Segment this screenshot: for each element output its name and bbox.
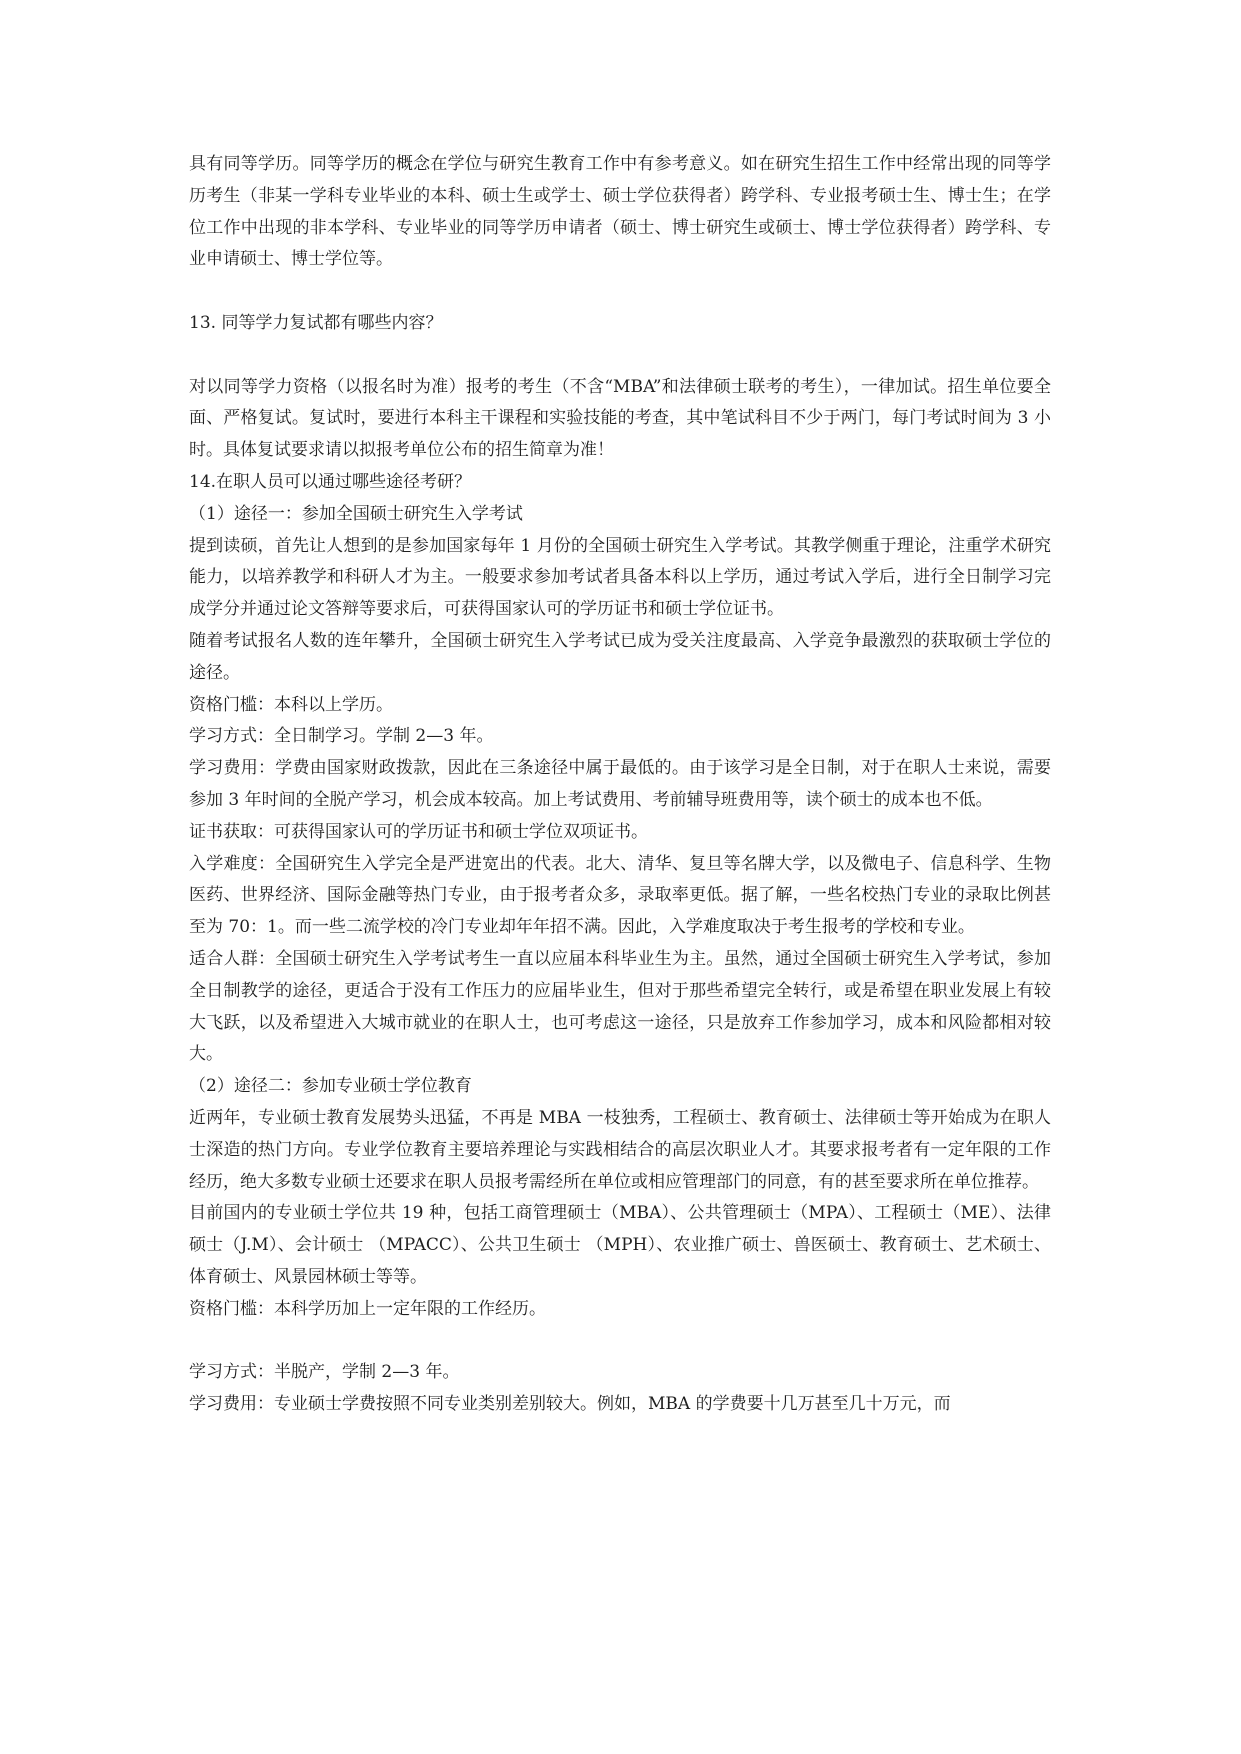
blank-line <box>189 276 1051 308</box>
route-1-difficulty: 入学难度：全国研究生入学完全是严进宽出的代表。北大、清华、复旦等名牌大学，以及微电子、信息科学、生物医药、世界经济、国际金融等热门专业，由于报考者众多，录取率更低。据了解，一些名校热门专业的录取比例甚至为 70：1。而一些二流学校的冷门专业却年年招不满。因此，入学难度取决于考生报考的学校和专业。 <box>189 853 1051 938</box>
blank-line <box>189 1325 1051 1357</box>
route-2-fees: 学习费用：专业硕士学费按照不同专业类别差别较大。例如，MBA 的学费要十几万甚至几十万元，而 <box>189 1394 951 1415</box>
route-1-study-mode: 学习方式：全日制学习。学制 2—3 年。 <box>189 726 494 747</box>
route-1-audience: 适合人群：全国硕士研究生入学考试考生一直以应届本科毕业生为主。虽然，通过全国硕士研究生入学考试，参加全日制教学的途径，更适合于没有工作压力的应届毕业生，但对于那些希望完全转行，或是希望在职业发展上有较大飞跃，以及希望进入大城市就业的在职人士，也可考虑这一途径，只是放弃工作参加学习，成本和风险都相对较大。 <box>189 948 1051 1065</box>
paragraph-route-1-intro: 提到读硕，首先让人想到的是参加国家每年 1 月份的全国硕士研究生入学考试。其教学侧重于理论，注重学术研究能力，以培养教学和科研人才为主。一般要求参加考试者具备本科以上学历，通过考试入学后，进行全日制学习完成学分并通过论文答辩等要求后，可获得国家认可的学历证书和硕士学位证书。 <box>189 535 1051 620</box>
paragraph-route-2-intro: 近两年，专业硕士教育发展势头迅猛，不再是 MBA 一枝独秀，工程硕士、教育硕士、法律硕士等开始成为在职人士深造的热门方向。专业学位教育主要培养理论与实践相结合的高层次职业人才。其要求报考者有一定年限的工作经历，绝大多数专业硕士还要求在职人员报考需经所在单位或相应管理部门的同意，有的甚至要求所在单位推荐。 <box>189 1107 1051 1192</box>
route-1-title: （1）途径一：参加全国硕士研究生入学考试 <box>189 503 523 524</box>
route-2-title: （2）途径二：参加专业硕士学位教育 <box>189 1076 472 1097</box>
route-2-threshold: 资格门槛：本科学历加上一定年限的工作经历。 <box>189 1298 546 1319</box>
paragraph-route-2-degrees: 目前国内的专业硕士学位共 19 种，包括工商管理硕士（MBA）、公共管理硕士（MPA）、工程硕士（ME）、法律硕士（J.M）、会计硕士 （MPACC）、公共卫生硕士 （MPH）、农业推广硕士、兽医硕士、教育硕士、艺术硕士、体育硕士、风景园林硕士等等。 <box>189 1203 1051 1287</box>
route-1-fees: 学习费用：学费由国家财政拨款，因此在三条途径中属于最低的。由于该学习是全日制，对于在职人士来说，需要参加 3 年时间的全脱产学习，机会成本较高。加上考试费用、考前辅导班费用等，读个硕士的成本也不低。 <box>189 758 1051 810</box>
document-body <box>189 149 1051 1421</box>
paragraph-retest-content: 对以同等学力资格（以报名时为准）报考的考生（不含“MBA”和法律硕士联考的考生），一律加试。招生单位要全面、严格复试。复试时，要进行本科主干课程和实验技能的考查，其中笔试科目不少于两门，每门考试时间为 3 小时。具体复试要求请以拟报考单位公布的招生简章为准！ <box>189 376 1051 461</box>
route-1-certificate: 证书获取：可获得国家认可的学历证书和硕士学位双项证书。 <box>189 821 648 842</box>
paragraph-equivalent-education: 具有同等学历。同等学历的概念在学位与研究生教育工作中有参考意义。如在研究生招生工作中经常出现的同等学历考生（非某一学科专业毕业的本科、硕士生或学士、硕士学位获得者）跨学科、专业报考硕士生、博士生；在学位工作中出现的非本学科、专业毕业的同等学历申请者（硕士、博士研究生或硕士、博士学位获得者）跨学科、专业申请硕士、博士学位等。 <box>189 154 1051 270</box>
blank-line <box>189 340 1051 372</box>
route-1-threshold: 资格门槛：本科以上学历。 <box>189 694 393 715</box>
route-2-study-mode: 学习方式：半脱产，学制 2—3 年。 <box>189 1362 460 1383</box>
paragraph-route-1-competition: 随着考试报名人数的连年攀升，全国硕士研究生入学考试已成为受关注度最高、入学竞争最激烈的获取硕士学位的途径。 <box>189 630 1051 683</box>
question-14-heading: 14.在职人员可以通过哪些途径考研？ <box>189 471 472 492</box>
question-13-heading: 13. 同等学力复试都有哪些内容？ <box>189 312 443 333</box>
